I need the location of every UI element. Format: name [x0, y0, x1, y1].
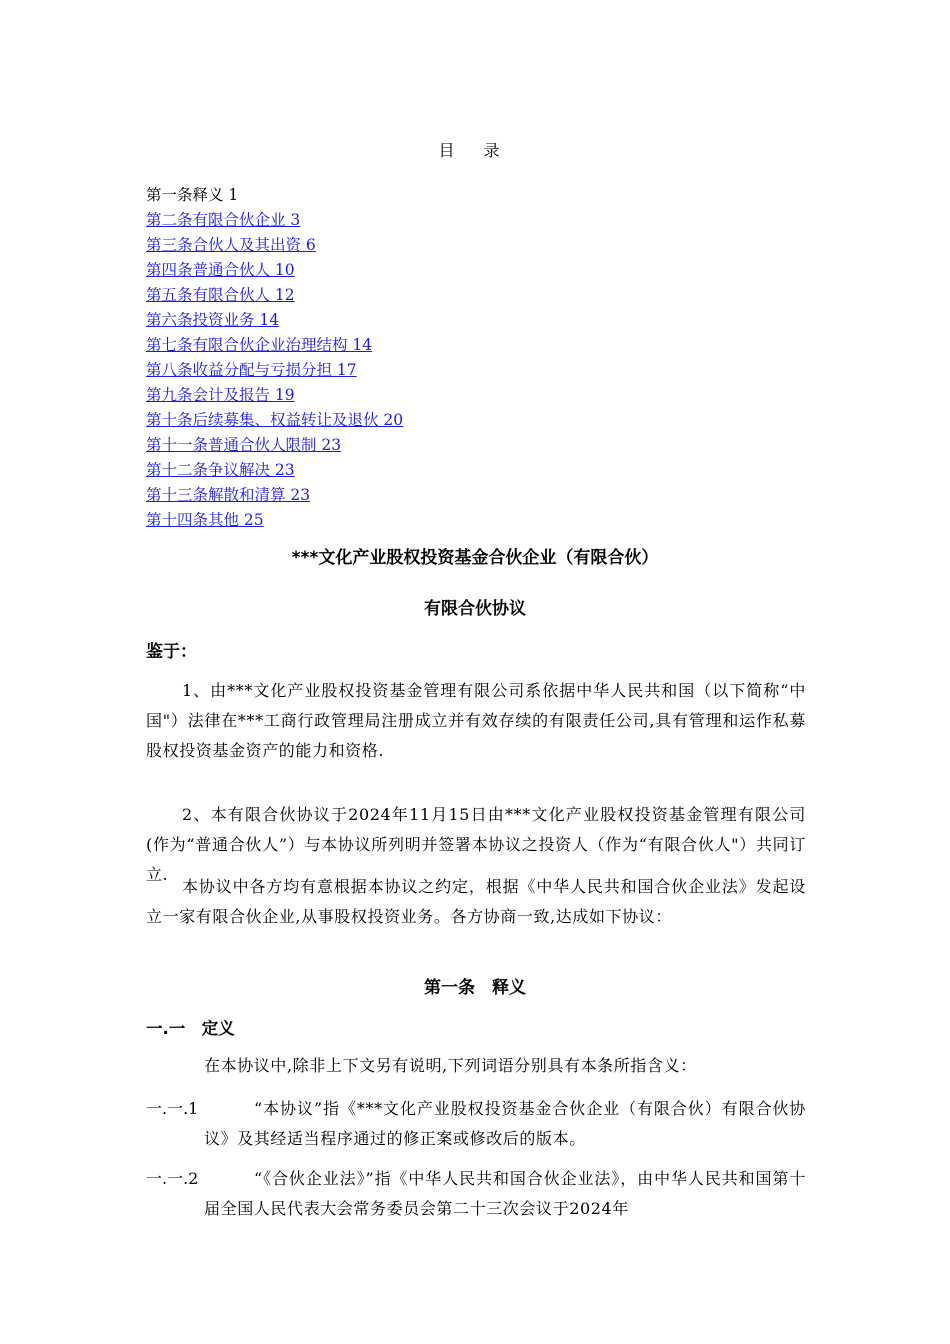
toc-link-12[interactable]: 第十二条争议解决 23 — [146, 461, 295, 479]
toc-link-10[interactable]: 第十条后续募集、权益转让及退伙 20 — [146, 411, 404, 429]
toc-link-9[interactable]: 第九条会计及报告 19 — [146, 386, 295, 404]
section-1-1-heading: 一.一 定义 — [146, 1019, 235, 1038]
toc-link-2[interactable]: 第二条有限合伙企业 3 — [146, 211, 301, 229]
toc-title: 目 录 — [438, 141, 512, 160]
toc-link-3[interactable]: 第三条合伙人及其出资 6 — [146, 236, 316, 254]
whereas-paragraph-2: 2、本有限合伙协议于2024年11月15日由***文化产业股权投资基金管理有限公司(作为“普通合伙人”）与本协议所列明并签署本协议之投资人（作为“有限合伙人"）共同订立. — [146, 805, 806, 884]
agreement-paragraph: 本协议中各方均有意根据本协议之约定，根据《中华人民共和国合伙企业法》发起设立一家有限合伙企业,从事股权投资业务。各方协商一致,达成如下协议： — [146, 877, 806, 926]
toc-link-5[interactable]: 第五条有限合伙人 12 — [146, 286, 295, 304]
toc-link-13[interactable]: 第十三条解散和清算 23 — [146, 486, 311, 504]
definitions-intro: 在本协议中,除非上下文另有说明,下列词语分别具有本条所指含义： — [204, 1056, 697, 1075]
toc-link-14[interactable]: 第十四条其他 25 — [146, 511, 264, 529]
document-subtitle: 有限合伙协议 — [424, 599, 526, 619]
whereas-paragraph-1: 1、由***文化产业股权投资基金管理有限公司系依据中华人民共和国（以下简称“中国"）法律在***工商行政管理局注册成立并有效存续的有限责任公司,具有管理和运作私募股权投资基金资产的能力和资格. — [146, 681, 806, 760]
toc-link-11[interactable]: 第十一条普通合伙人限制 23 — [146, 436, 342, 454]
definition-2 — [146, 1164, 806, 1224]
toc-item-1: 第一条释义 1 — [146, 186, 239, 204]
toc-link-8[interactable]: 第八条收益分配与亏损分担 17 — [146, 361, 357, 379]
definition-1 — [146, 1094, 806, 1154]
definition-2-text: “《合伙企业法》”指《中华人民共和国合伙企业法》，由中华人民共和国第十届全国人民代表大会常务委员会第二十三次会议于2024年 — [204, 1169, 806, 1218]
article-1-title: 第一条 释义 — [424, 978, 526, 998]
document-title: ***文化产业股权投资基金合伙企业（有限合伙） — [291, 548, 659, 568]
definition-2-number: 一.一.2 — [146, 1169, 199, 1188]
definition-1-text: “本协议”指《***文化产业股权投资基金合伙企业（有限合伙）有限合伙协议》及其经适当程序通过的修正案或修改后的版本。 — [204, 1099, 806, 1148]
toc-link-4[interactable]: 第四条普通合伙人 10 — [146, 261, 295, 279]
definition-1-number: 一.一.1 — [146, 1099, 199, 1118]
whereas-heading: 鉴于： — [146, 642, 197, 662]
toc-link-7[interactable]: 第七条有限合伙企业治理结构 14 — [146, 336, 373, 354]
toc-link-6[interactable]: 第六条投资业务 14 — [146, 311, 280, 329]
table-of-contents — [146, 183, 746, 533]
